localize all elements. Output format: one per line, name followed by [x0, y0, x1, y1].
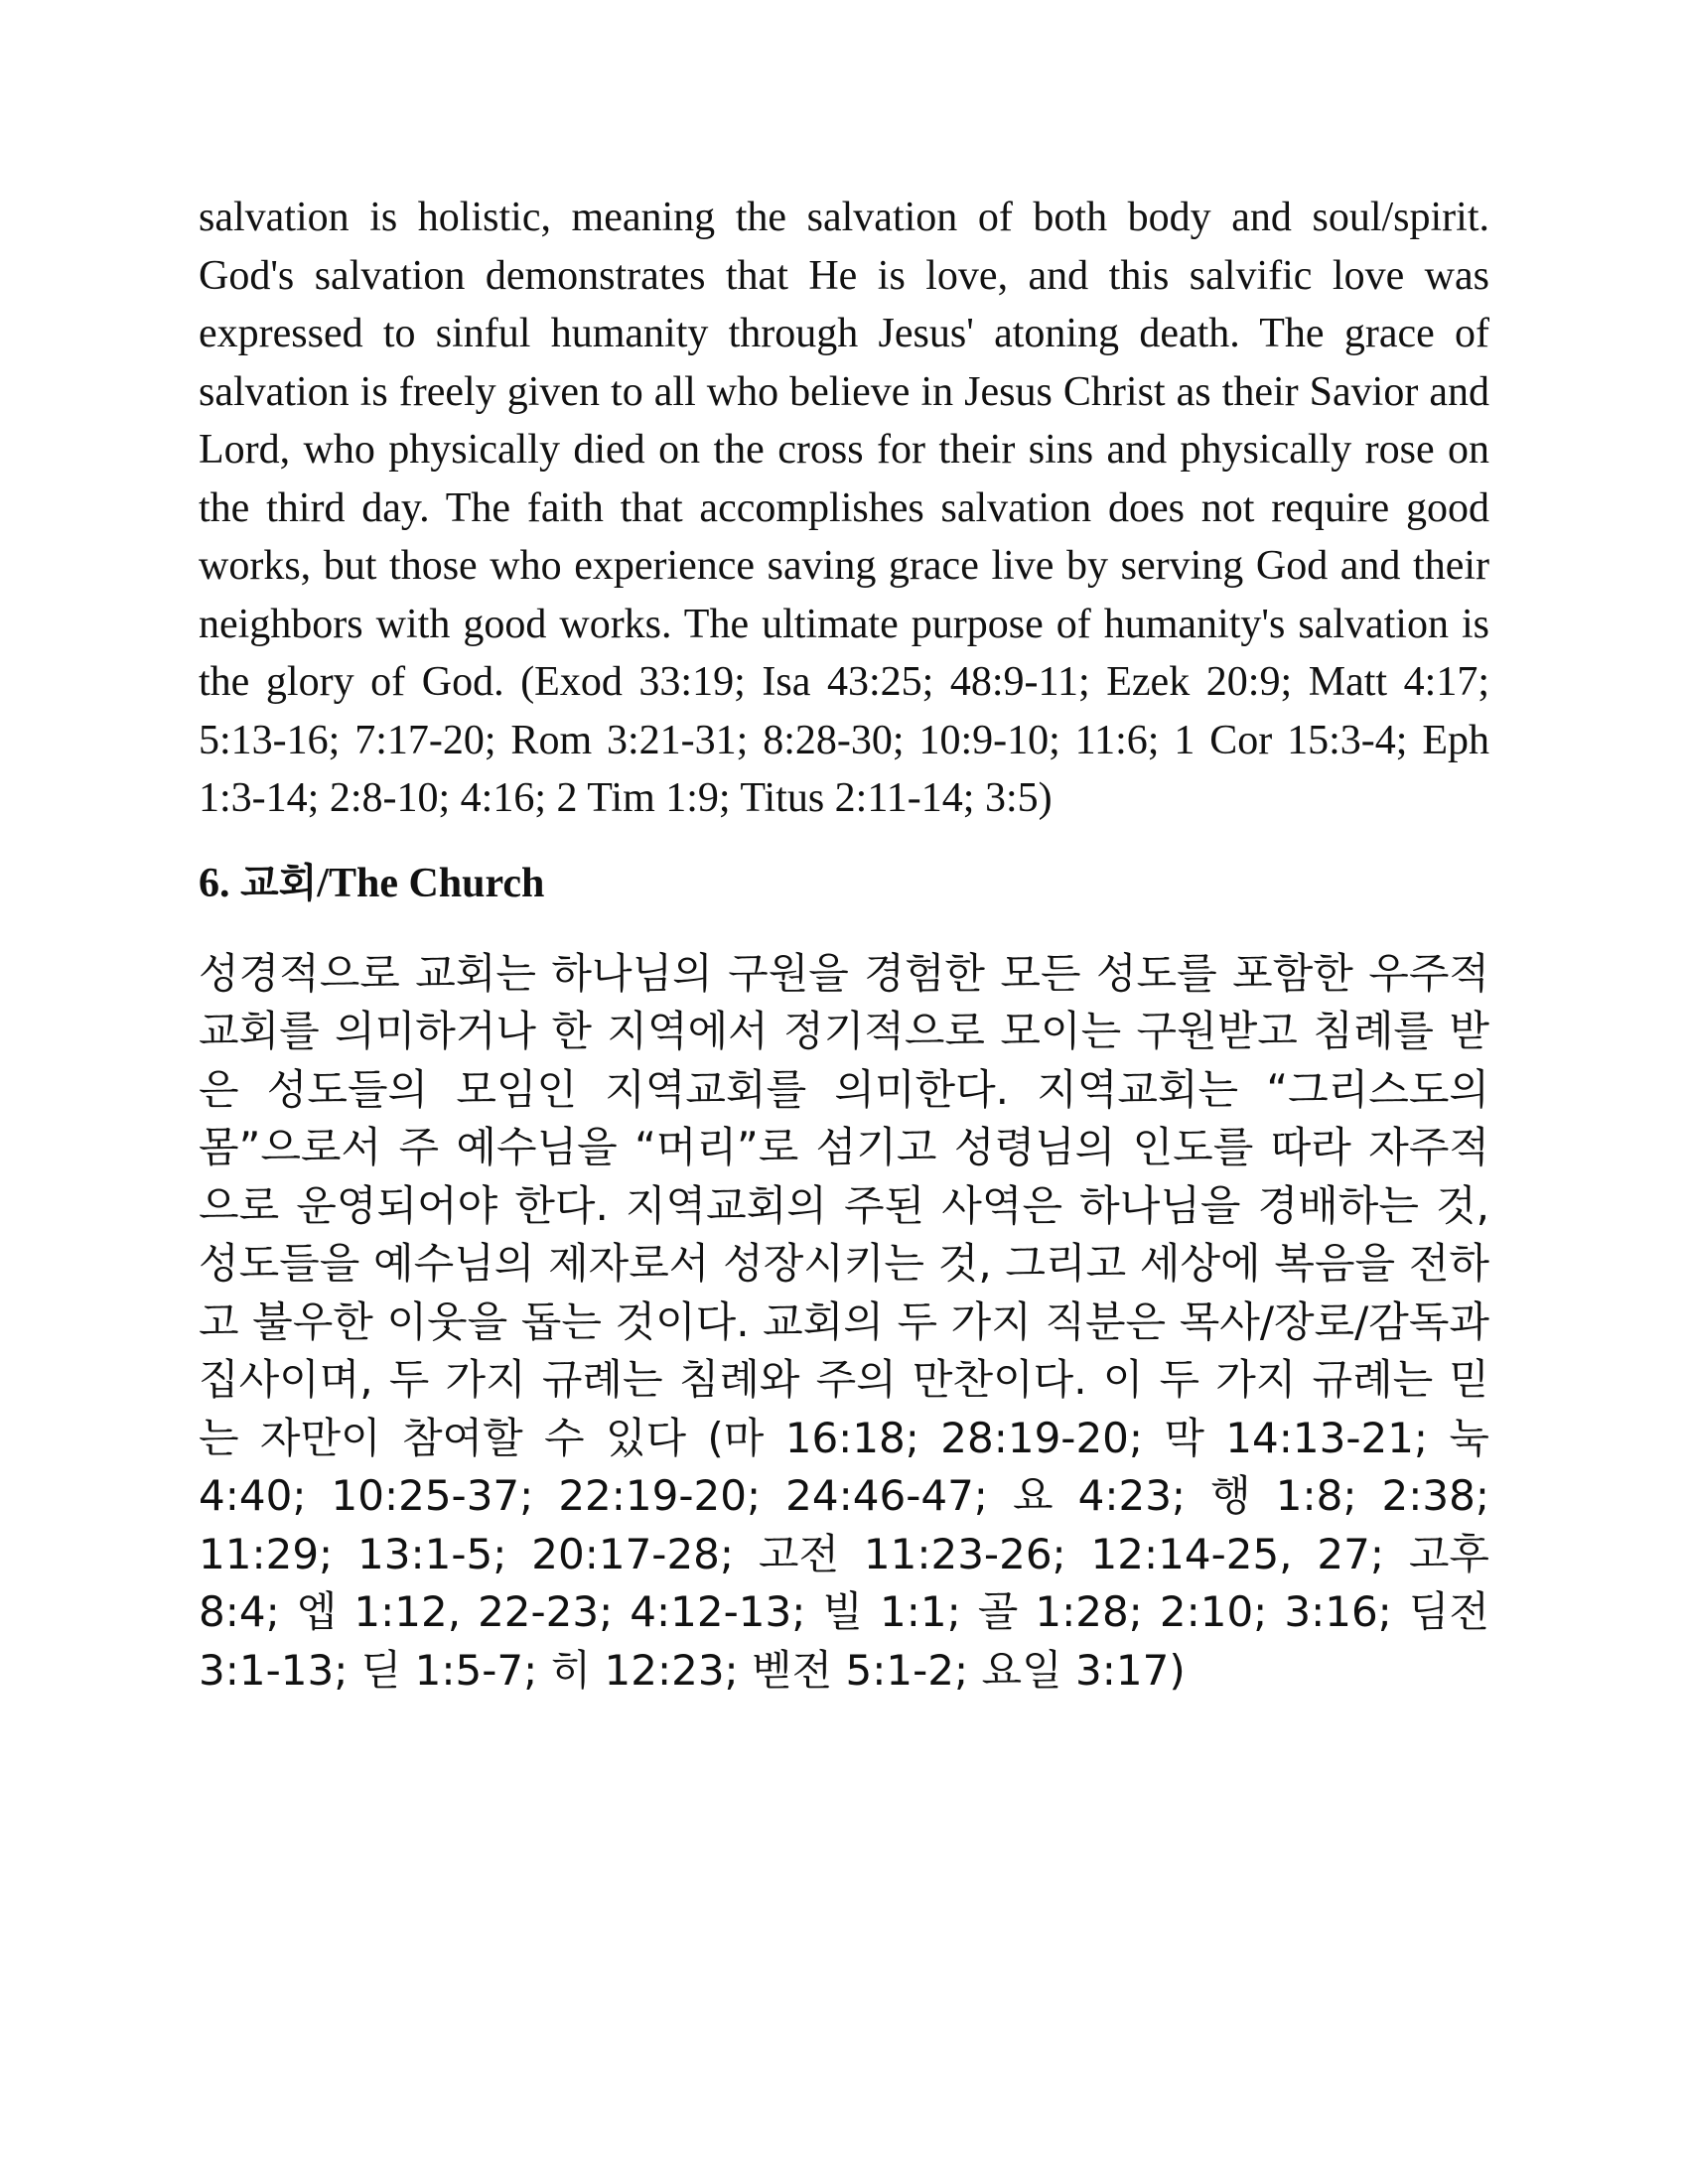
salvation-paragraph: salvation is holistic, meaning the salvation of both body and soul/spirit. God's salvation demonstrates that He is love, and this salvific love was expressed to sinful humanity through Jesus' atoning death. The grace of salvation is freely given to all who believe in Jesus Christ as their Savior and Lord, who physically died on the cross for their sins and physically rose on the third day. The faith that accomplishes salvation does not require good works, but those who experience saving grace live by serving God and their neighbors with good works. The ultimate purpose of humanity's salvation is the glory of God. (Exod 33:19; Isa 43:25; 48:9-11; Ezek 20:9; Matt 4:17; 5:13-16; 7:17-20; Rom 3:21-31; 8:28-30; 10:9-10; 11:6; 1 Cor 15:3-4; Eph 1:3-14; 2:8-10; 4:16; 2 Tim 1:9; Titus 2:11-14; 3:5)	[199, 195, 1489, 821]
page-content	[199, 189, 1489, 1700]
section-title-korean: 교회	[240, 860, 318, 906]
section-number: 6.	[199, 860, 240, 906]
church-paragraph-korean: 성경적으로 교회는 하나님의 구원을 경험한 모든 성도를 포함한 우주적 교회를 의미하거나 한 지역에서 정기적으로 모이는 구원받고 침례를 받은 성도들의 모임인 지역교회를 의미한다. 지역교회는 “그리스도의 몸”으로서 주 예수님을 “머리”로 섬기고 성령님의 인도를 따라 자주적으로 운영되어야 한다. 지역교회의 주된 사역은 하나님을 경배하는 것, 성도들을 예수님의 제자로서 성장시키는 것, 그리고 세상에 복음을 전하고 불우한 이웃을 돕는 것이다. 교회의 두 가지 직분은 목사/장로/감독과 집사이며, 두 가지 규례는 침례와 주의 만찬이다. 이 두 가지 규례는 믿는 자만이 참여할 수 있다 (마 16:18; 28:19-20; 막 14:13-21; 눅 4:40; 10:25-37; 22:19-20; 24:46-47; 요 4:23; 행 1:8; 2:38; 11:29; 13:1-5; 20:17-28; 고전 11:23-26; 12:14-25, 27; 고후 8:4; 엡 1:12, 22-23; 4:12-13; 빌 1:1; 골 1:28; 2:10; 3:16; 딤전 3:1-13; 딛 1:5-7; 히 12:23; 벧전 5:1-2; 요일 3:17)	[199, 948, 1489, 1695]
section-title-english: /The Church	[317, 860, 545, 906]
section-heading-church	[199, 856, 1489, 911]
